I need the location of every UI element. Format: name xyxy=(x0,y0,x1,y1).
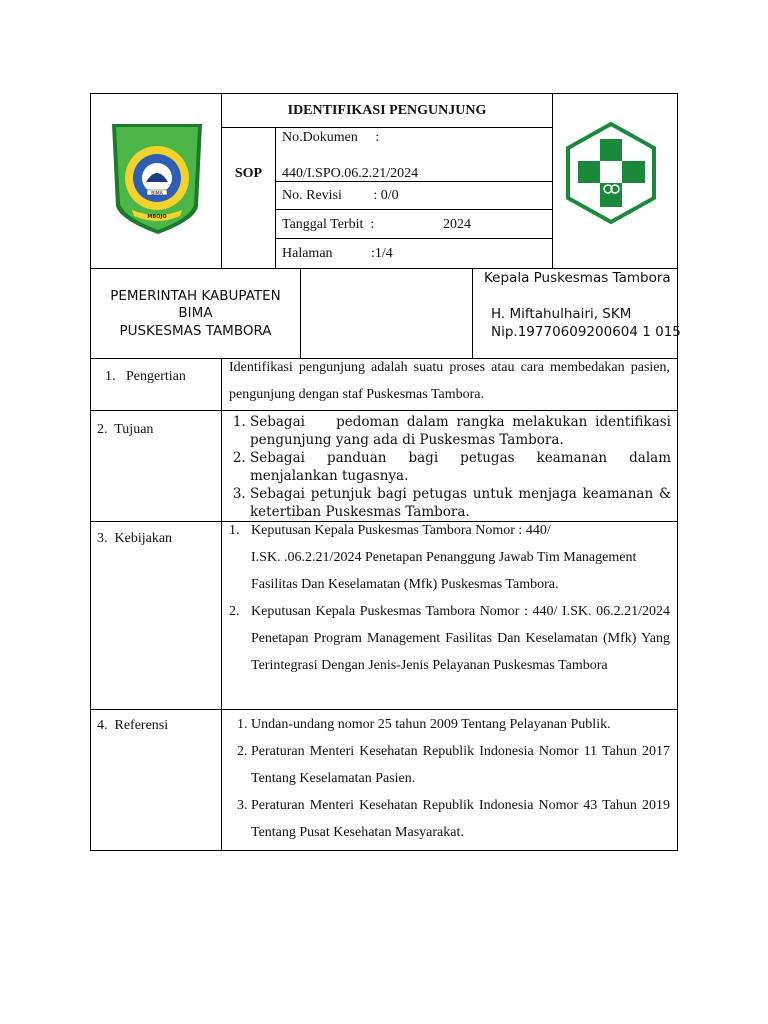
signature-title: Kepala Puskesmas Tambora xyxy=(484,270,671,286)
no-dokumen-label: No.Dokumen : xyxy=(282,130,380,145)
list-item: 3. Peraturan Menteri Kesehatan Republik Indonesia Nomor 43 Tahun 2019 Tentang Pusat Kesehatan Masyarakat. xyxy=(251,792,670,846)
list-item: 1. Undan-undang nomor 25 tahun 2009 Tentang Pelayanan Publik. xyxy=(251,711,670,738)
list-item: 1. Sebagai pedoman dalam rangka melakukan identifikasi pengunjung yang ada di Puskesmas Tambora. xyxy=(250,413,671,449)
signature-nip: Nip.19770609200604 1 015 xyxy=(491,324,681,340)
org-line-3: PUSKESMAS TAMBORA xyxy=(119,323,272,339)
tujuan-list xyxy=(228,413,676,521)
section-label-tujuan: 2. Tujuan xyxy=(97,422,154,437)
svg-text:MBOJO: MBOJO xyxy=(147,214,167,220)
section-text-pengertian: Identifikasi pengunjung adalah suatu proses atau cara membedakan pasien, pengunjung dengan staf Puskesmas Tambora. xyxy=(229,360,670,402)
section-label-kebijakan: 3. Kebijakan xyxy=(97,531,173,546)
list-item: 3. Sebagai petunjuk bagi petugas untuk menjaga keamanan & ketertiban Puskesmas Tambora. xyxy=(250,485,671,521)
list-item: 2. Sebagai panduan bagi petugas keamanan dalam menjalankan tugasnya. xyxy=(250,449,671,485)
section-label-referensi: 4. Referensi xyxy=(97,718,169,733)
signature-name: H. Miftahulhairi, SKM xyxy=(491,306,632,322)
no-dokumen-value: 440/I.SPO.06.2.21/2024 xyxy=(282,166,419,181)
list-number: 2. xyxy=(229,604,240,619)
puskesmas-cross-icon xyxy=(565,121,657,225)
kebijakan-item-1-line-1: Keputusan Kepala Puskesmas Tambora Nomor : 440/ xyxy=(251,523,551,538)
kebijakan-item-1-line-2: I.SK. .06.2.21/2024 Penetapan Penanggung Jawab Tim Management xyxy=(251,550,637,565)
svg-text:BIMA: BIMA xyxy=(151,191,163,197)
tanggal-terbit-label: Tanggal Terbit : xyxy=(282,217,375,232)
kabupaten-bima-logo xyxy=(106,120,206,238)
org-line-1: PEMERINTAH KABUPATEN xyxy=(110,288,281,304)
org-line-2: BIMA xyxy=(178,305,213,321)
kebijakan-item-1-line-3: Fasilitas Dan Keselamatan (Mfk) Puskesmas Tambora. xyxy=(251,577,559,592)
referensi-list xyxy=(229,711,670,846)
kebijakan-item-2: Keputusan Kepala Puskesmas Tambora Nomor : 440/ I.SK. 06.2.21/2024 Penetapan Program Management Fasilitas Dan Keselamatan (Mfk) Yang Terintegrasi Dengan Jenis-Jenis Pelayanan Puskesmas Tambora xyxy=(251,604,670,673)
sop-label: SOP xyxy=(234,166,263,181)
no-revisi: No. Revisi : 0/0 xyxy=(282,188,399,203)
document-title: IDENTIFIKASI PENGUNJUNG xyxy=(287,103,487,118)
section-label-pengertian: 1. Pengertian xyxy=(105,369,186,384)
list-number: 1. xyxy=(229,523,240,538)
list-item: 2. Peraturan Menteri Kesehatan Republik Indonesia Nomor 11 Tahun 2017 Tentang Keselamatan Pasien. xyxy=(251,738,670,792)
tanggal-terbit-value: 2024 xyxy=(443,217,471,232)
halaman: Halaman :1/4 xyxy=(282,246,393,261)
